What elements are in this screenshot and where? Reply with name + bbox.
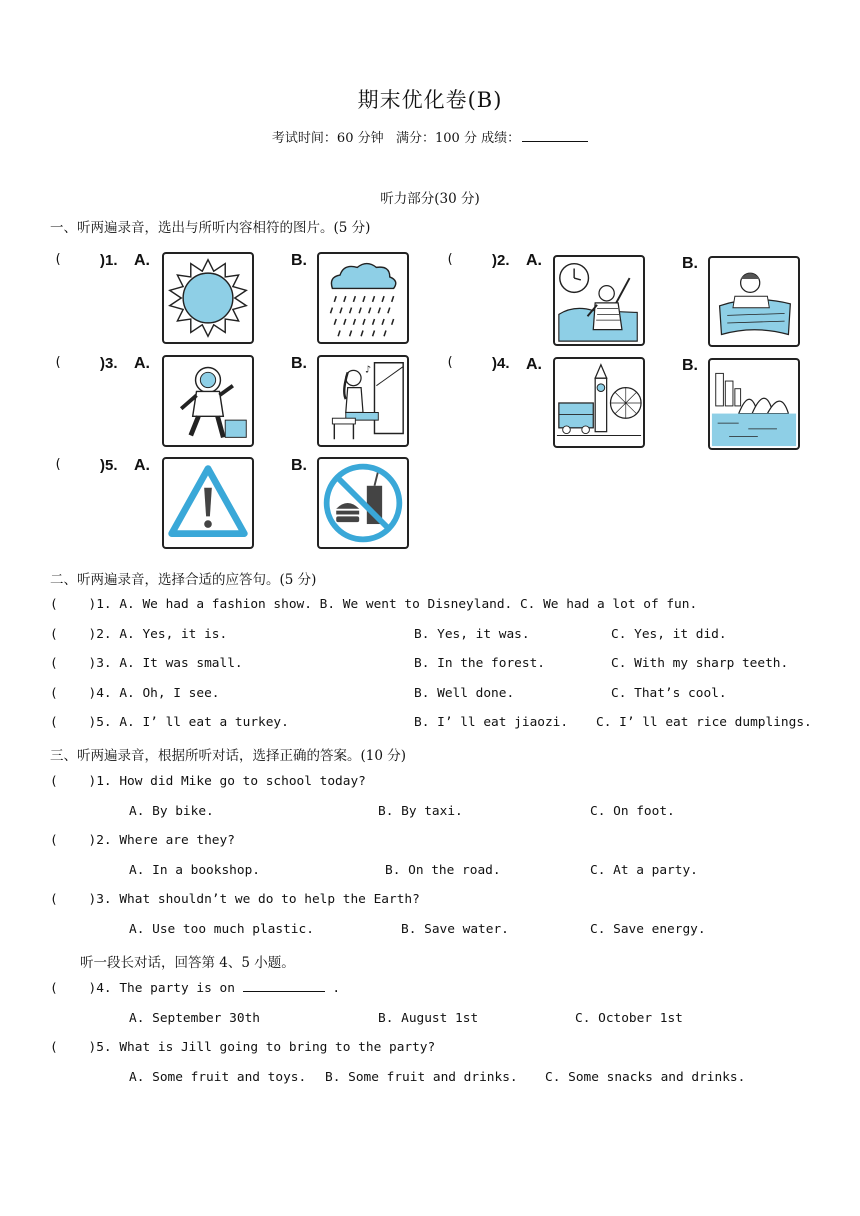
exam-info: 考试时间：60 分钟 满分：100 分 成绩： <box>0 127 860 146</box>
part2-question-4: ( )4. A. Oh, I see. <box>50 686 220 701</box>
option-label: A. <box>526 356 542 373</box>
option-c: C. I’ ll eat rice dumplings. <box>596 715 812 730</box>
page-title: 期末优化卷(B) <box>357 88 503 112</box>
long-dialogue-instruction: 听一段长对话，回答第 4、5 小题。 <box>80 955 295 971</box>
option-b: B. By taxi. <box>378 804 463 819</box>
answer-blank[interactable] <box>243 981 325 992</box>
option-b: B. Save water. <box>401 922 509 937</box>
part3-question-4: ( )4. The party is on . <box>50 981 341 996</box>
option-b: B. Some fruit and drinks. <box>325 1070 518 1085</box>
part2-question-1: ( )1. A. We had a fashion show. B. We went to Disneyland. C. We had a lot of fun. <box>50 597 698 612</box>
option-a: A. September 30th <box>129 1011 260 1026</box>
option-label: B. <box>291 355 307 372</box>
option-label: B. <box>682 255 698 272</box>
part1-heading: 一、听两遍录音，选出与所听内容相符的图片。(5 分) <box>50 220 371 236</box>
answer-paren: ( <box>54 252 62 267</box>
answer-paren: ( <box>54 457 62 472</box>
part3-question-2: ( )2. Where are they? <box>50 833 235 848</box>
option-c: C. With my sharp teeth. <box>611 656 789 671</box>
option-b: B. In the forest. <box>414 656 545 671</box>
option-label: B. <box>291 457 307 474</box>
part2-question-2: ( )2. A. Yes, it is. <box>50 627 228 642</box>
option-b: B. On the road. <box>385 863 501 878</box>
option-c: C. On foot. <box>590 804 675 819</box>
option-a: A. Some fruit and toys. <box>129 1070 307 1085</box>
option-b: B. August 1st <box>378 1011 479 1026</box>
part3-question-1: ( )1. How did Mike go to school today? <box>50 774 366 789</box>
listening-section-header: 听力部分(30 分) <box>380 191 480 207</box>
option-c: C. Save energy. <box>590 922 706 937</box>
option-b: B. Yes, it was. <box>414 627 530 642</box>
svg-text:♪: ♪ <box>364 364 372 376</box>
clock-wake-up-icon[interactable] <box>553 255 645 346</box>
option-b: B. I’ ll eat jiaozi. <box>414 715 569 730</box>
question-number: )4. <box>492 355 510 372</box>
sun-icon[interactable] <box>162 252 254 344</box>
score-blank[interactable] <box>522 129 588 142</box>
option-a: A. Use too much plastic. <box>129 922 314 937</box>
option-label: A. <box>526 252 542 269</box>
option-label: A. <box>134 355 150 372</box>
option-a: A. By bike. <box>129 804 214 819</box>
rain-cloud-icon[interactable] <box>317 252 409 344</box>
option-c: C. That’s cool. <box>611 686 727 701</box>
question-number: )2. <box>492 252 510 269</box>
no-junk-food-icon[interactable] <box>317 457 409 549</box>
option-b: B. Well done. <box>414 686 515 701</box>
astronaut-icon[interactable] <box>162 355 254 447</box>
option-c: C. Some snacks and drinks. <box>545 1070 746 1085</box>
warning-sign-icon[interactable] <box>162 457 254 549</box>
sydney-opera-house-icon[interactable] <box>708 358 800 450</box>
boy-in-bed-icon[interactable] <box>708 256 800 347</box>
piano-girl-icon[interactable] <box>317 355 409 447</box>
option-a: A. In a bookshop. <box>129 863 260 878</box>
option-label: A. <box>134 457 150 474</box>
option-label: A. <box>134 252 150 269</box>
answer-paren: ( <box>446 355 454 370</box>
answer-paren: ( <box>54 355 62 370</box>
question-number: )5. <box>100 457 118 474</box>
option-label: B. <box>682 357 698 374</box>
london-landmarks-icon[interactable] <box>553 357 645 448</box>
option-label: B. <box>291 252 307 269</box>
part3-question-3: ( )3. What shouldn’t we do to help the Earth? <box>50 892 420 907</box>
question-number: )1. <box>100 252 118 269</box>
part2-question-5: ( )5. A. I’ ll eat a turkey. <box>50 715 289 730</box>
part2-question-3: ( )3. A. It was small. <box>50 656 243 671</box>
part2-heading: 二、听两遍录音，选择合适的应答句。(5 分) <box>50 572 317 588</box>
question-number: )3. <box>100 355 118 372</box>
option-c: C. At a party. <box>590 863 698 878</box>
part3-question-5: ( )5. What is Jill going to bring to the party? <box>50 1040 436 1055</box>
answer-paren: ( <box>446 252 454 267</box>
option-c: C. Yes, it did. <box>611 627 727 642</box>
part3-heading: 三、听两遍录音，根据所听对话，选择正确的答案。(10 分) <box>50 748 407 764</box>
option-c: C. October 1st <box>575 1011 683 1026</box>
